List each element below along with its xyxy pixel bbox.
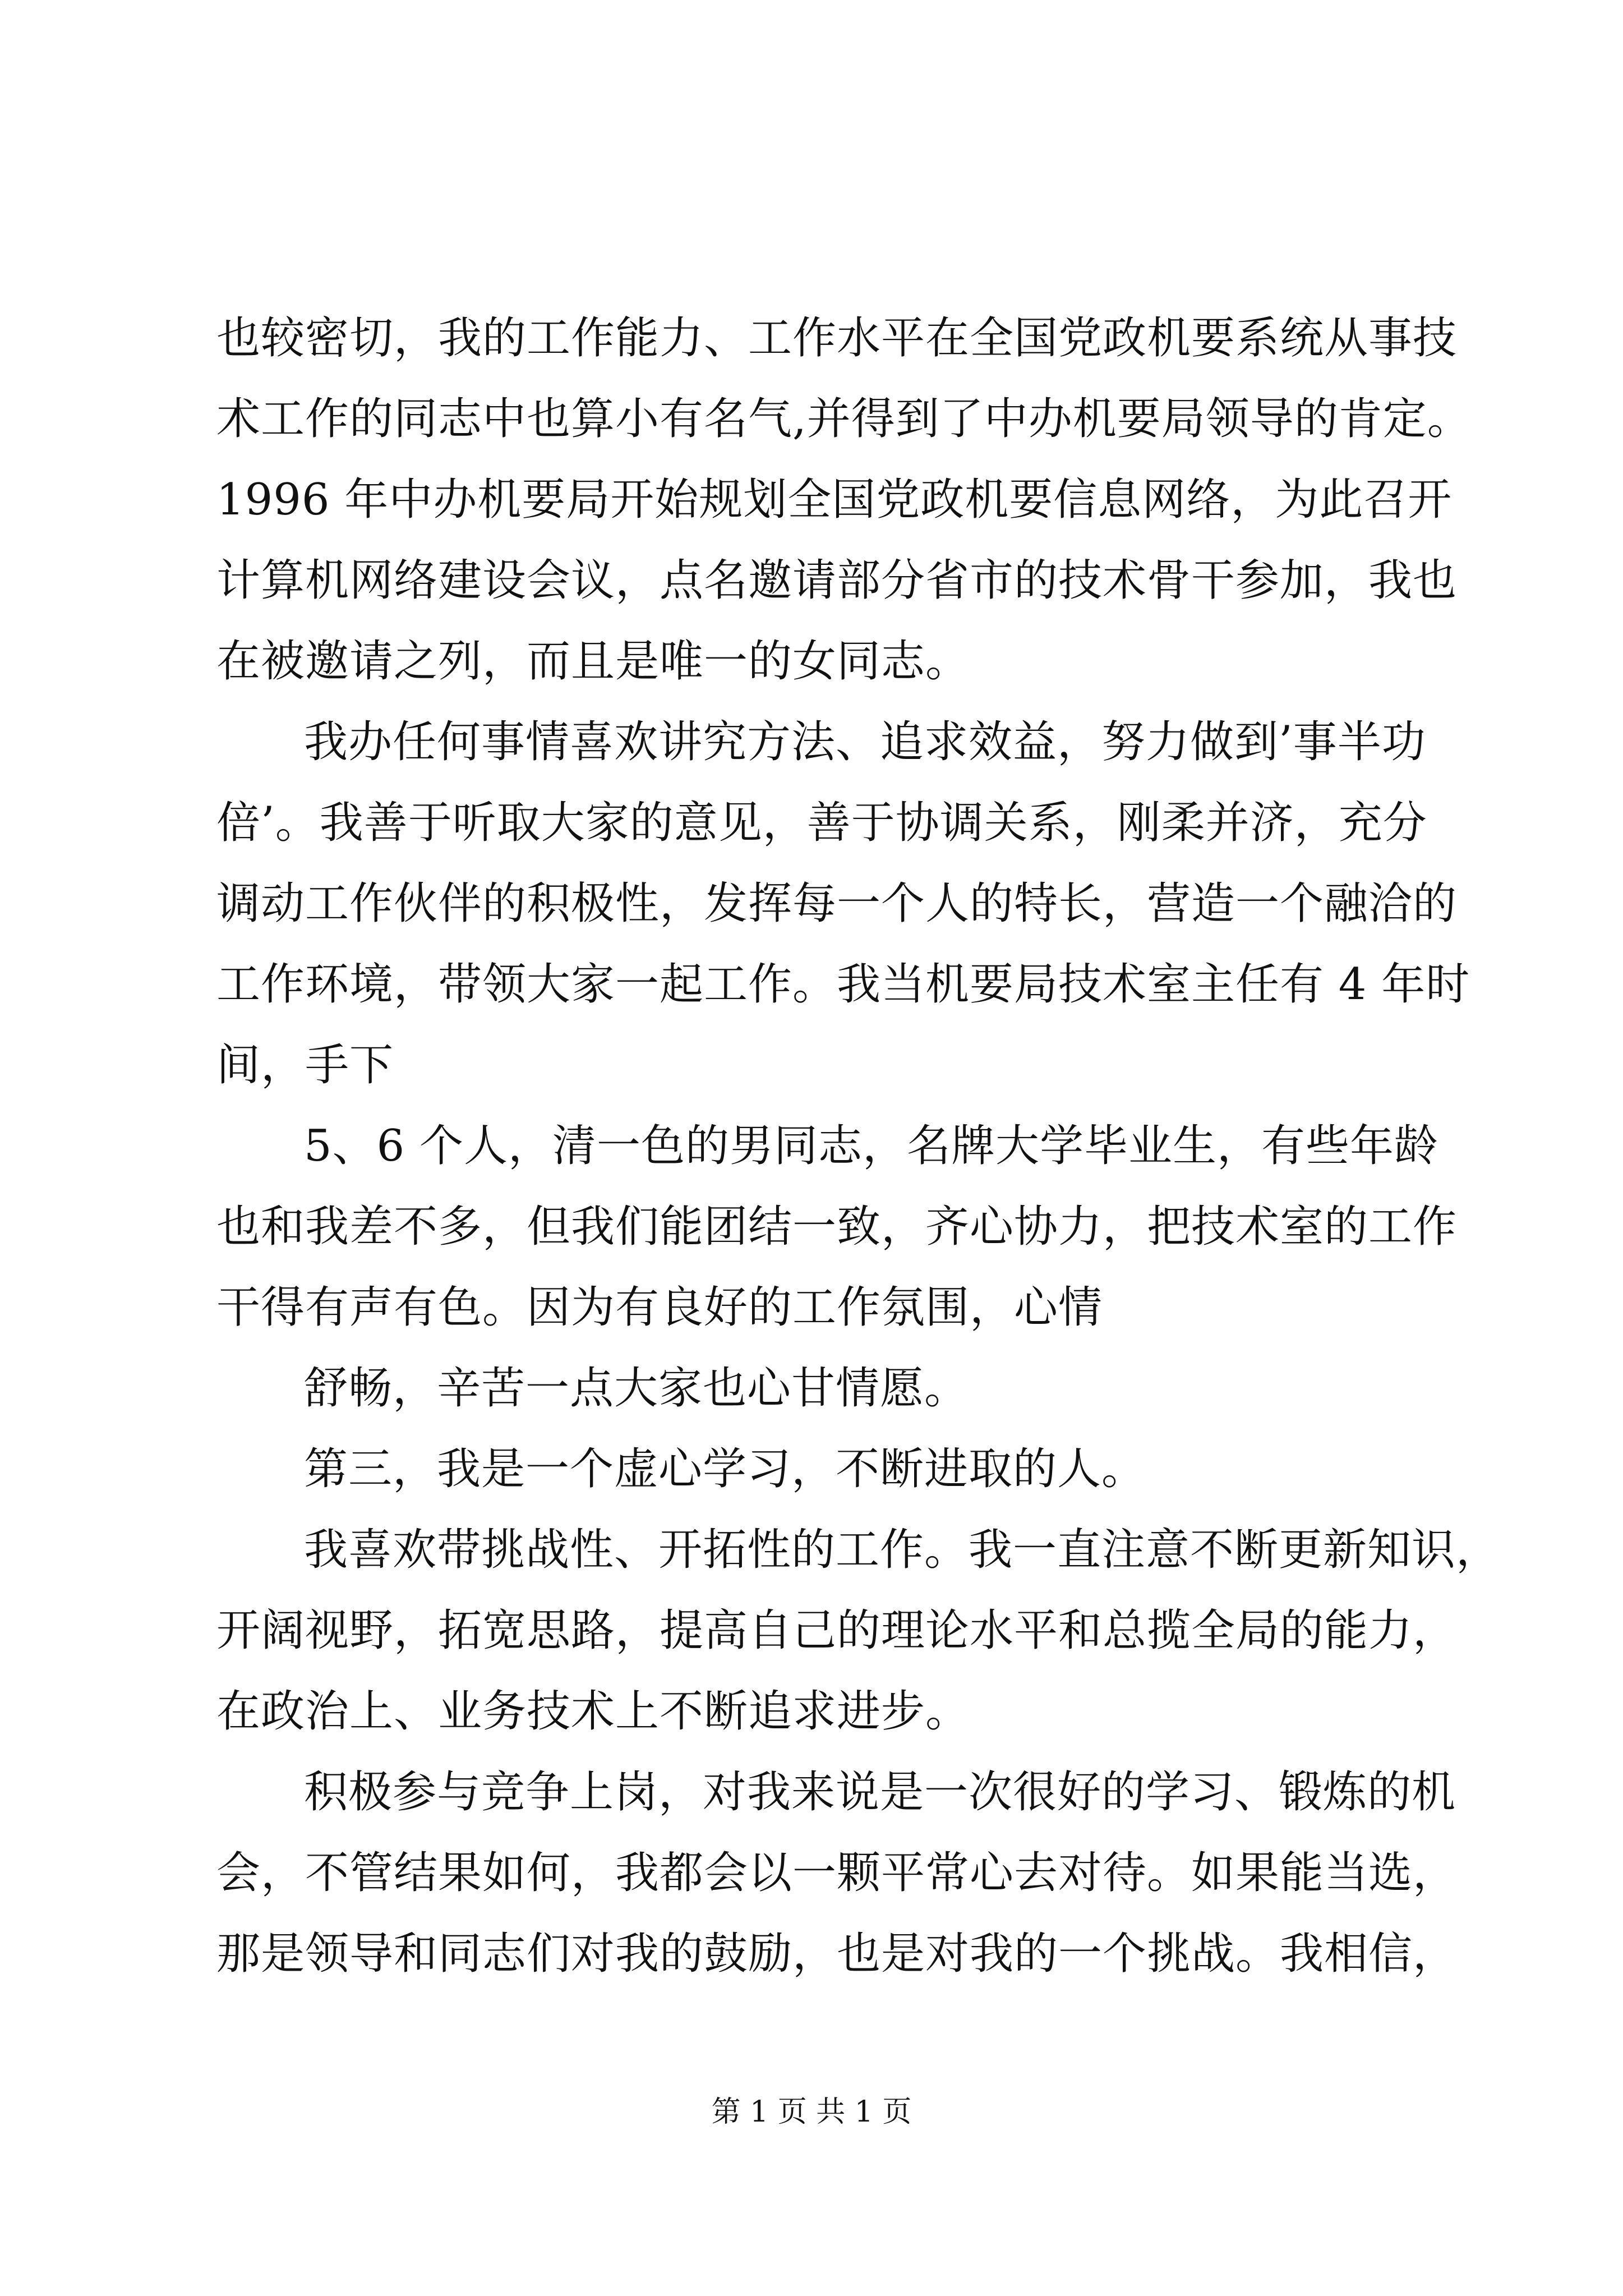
body-line: 也较密切，我的工作能力、工作水平在全国党政机要系统从事技 — [216, 313, 1458, 364]
body-line: 术工作的同志中也算小有名气,并得到了中办机要局领导的肯定。 — [216, 394, 1472, 444]
page-number-footer: 第 1 页 共 1 页 — [711, 2095, 912, 2129]
body-line: 那是领导和同志们对我的鼓励，也是对我的一个挑战。我相信， — [216, 1929, 1458, 1979]
body-line: 计算机网络建设会议，点名邀请部分省市的技术骨干参加，我也 — [216, 555, 1458, 606]
paragraph-first-line: 我喜欢带挑战性、开拓性的工作。我一直注意不断更新知识， — [304, 1525, 1501, 1575]
body-line: 在政治上、业务技术上不断追求进步。 — [216, 1686, 970, 1737]
body-line: 调动工作伙伴的积极性，发挥每一个人的特长，营造一个融洽的 — [216, 878, 1458, 929]
paragraph-first-line: 我办任何事情喜欢讲究方法、追求效益，努力做到’事半功 — [304, 717, 1426, 767]
section-heading-line: 第三，我是一个虚心学习，不断进取的人。 — [304, 1444, 1146, 1494]
body-line: 1996 年中办机要局开始规划全国党政机要信息网络，为此召开 — [216, 475, 1453, 525]
body-line: 工作环境，带领大家一起工作。我当机要局技术室主任有 4 年时 — [216, 959, 1470, 1010]
body-line: 也和我差不多，但我们能团结一致，齐心协力，把技术室的工作 — [216, 1202, 1458, 1252]
paragraph-first-line: 5、6 个人，清一色的男同志，名牌大学毕业生，有些年龄 — [304, 1121, 1439, 1171]
body-line: 干得有声有色。因为有良好的工作氛围，心情 — [216, 1282, 1103, 1333]
body-line: 倍’。我善于听取大家的意见，善于协调关系，刚柔并济，充分 — [216, 798, 1427, 848]
paragraph-first-line: 积极参与竞争上岗，对我来说是一次很好的学习、锻炼的机 — [304, 1767, 1456, 1818]
body-line: 会，不管结果如何，我都会以一颗平常心去对待。如果能当选， — [216, 1848, 1458, 1898]
body-line: 开阔视野，拓宽思路，提高自己的理论水平和总揽全局的能力， — [216, 1605, 1458, 1656]
body-line: 在被邀请之列，而且是唯一的女同志。 — [216, 636, 970, 687]
paragraph-first-line: 舒畅，辛苦一点大家也心甘情愿。 — [304, 1363, 969, 1414]
body-line: 间，手下 — [216, 1040, 394, 1091]
